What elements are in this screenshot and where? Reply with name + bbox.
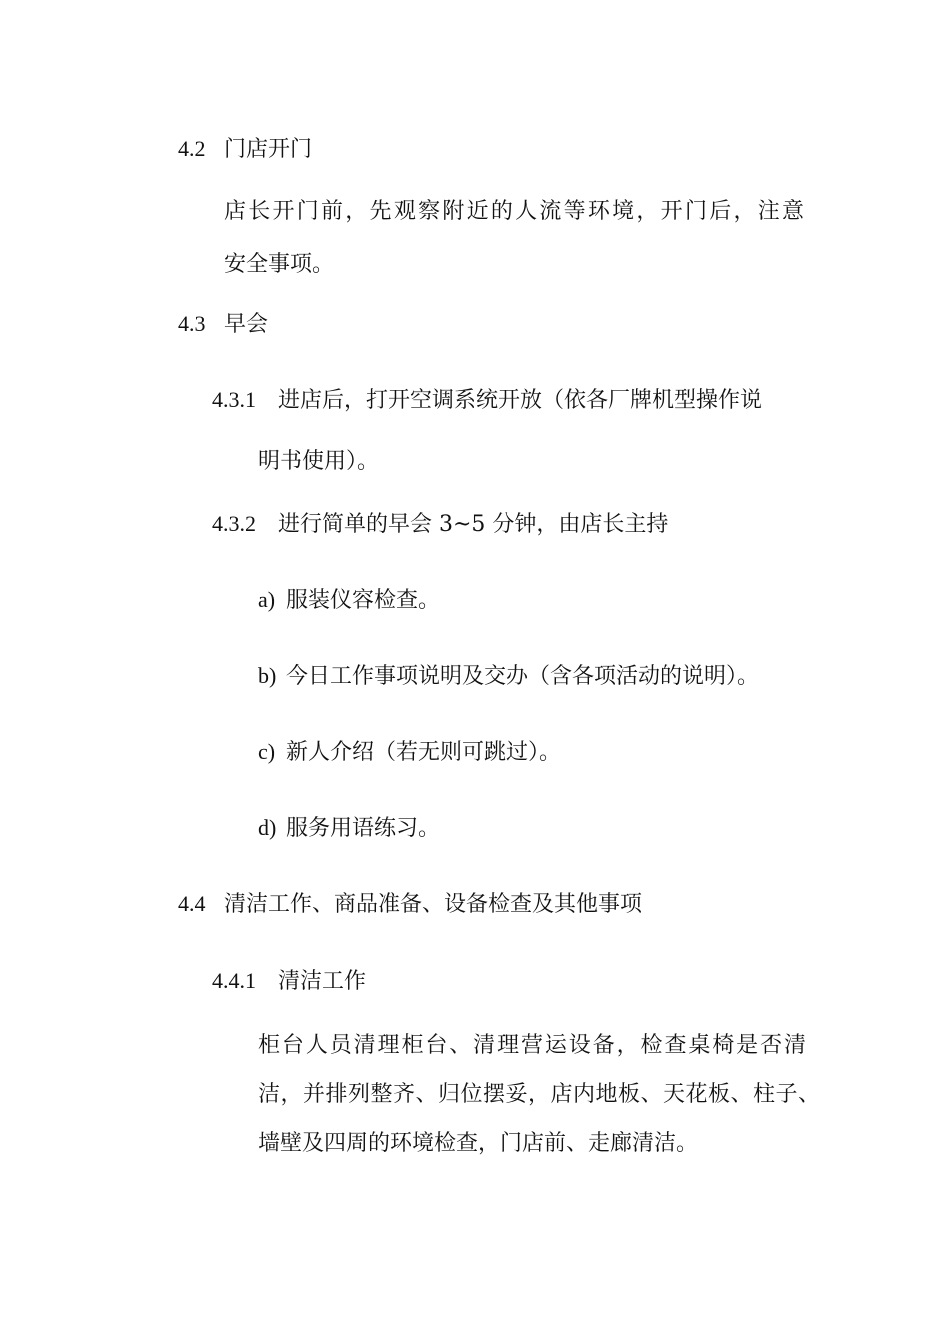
list-item-text: 今日工作事项说明及交办（含各项活动的说明）。 <box>286 664 760 689</box>
section-number: 4.3 <box>178 311 206 336</box>
subsection-4-3-1-continuation: 明书使用）。 <box>258 449 380 474</box>
list-item <box>258 737 561 768</box>
section-number: 4.2 <box>178 136 206 161</box>
subsection-text: 进行简单的早会 3~5 分钟，由店长主持 <box>278 512 669 537</box>
list-item <box>258 813 440 844</box>
section-4-3-heading <box>178 309 268 340</box>
list-item <box>258 585 440 616</box>
subsection-4-4-1-body-line: 墙壁及四周的环境检查，门店前、走廊清洁。 <box>258 1131 699 1156</box>
list-item-text: 服装仪容检查。 <box>286 588 441 613</box>
subsection-4-3-2 <box>212 509 668 540</box>
list-item-text: 新人介绍（若无则可跳过）。 <box>286 740 562 765</box>
subsection-4-3-1 <box>212 385 812 416</box>
section-number: 4.4 <box>178 891 206 916</box>
subsection-number: 4.3.2 <box>212 511 256 536</box>
section-4-4-heading <box>178 889 642 920</box>
section-title: 清洁工作、商品准备、设备检查及其他事项 <box>224 892 643 917</box>
section-4-2-body-line: 店长开门前，先观察附近的人流等环境，开门后，注意 <box>224 199 804 224</box>
subsection-number: 4.3.1 <box>212 387 256 412</box>
subsection-4-4-1-body-line: 柜台人员清理柜台、清理营运设备，检查桌椅是否清 <box>258 1033 806 1058</box>
subsection-4-4-1-body-line: 洁，并排列整齐、归位摆妥，店内地板、天花板、柱子、 <box>258 1082 820 1107</box>
subsection-number: 4.4.1 <box>212 968 256 993</box>
section-4-2-heading <box>178 134 312 165</box>
section-title: 早会 <box>224 312 269 337</box>
list-item-text: 服务用语练习。 <box>286 816 441 841</box>
list-item-label: d) <box>258 815 277 840</box>
list-item-label: b) <box>258 663 277 688</box>
list-item-label: c) <box>258 739 276 764</box>
section-4-2-body-line: 安全事项。 <box>224 252 335 277</box>
subsection-title: 清洁工作 <box>278 969 367 994</box>
list-item-label: a) <box>258 587 276 612</box>
subsection-text: 进店后，打开空调系统开放（依各厂牌机型操作说 <box>278 388 763 413</box>
section-title: 门店开门 <box>224 137 313 162</box>
list-item <box>258 661 759 692</box>
subsection-4-4-1 <box>212 966 366 997</box>
